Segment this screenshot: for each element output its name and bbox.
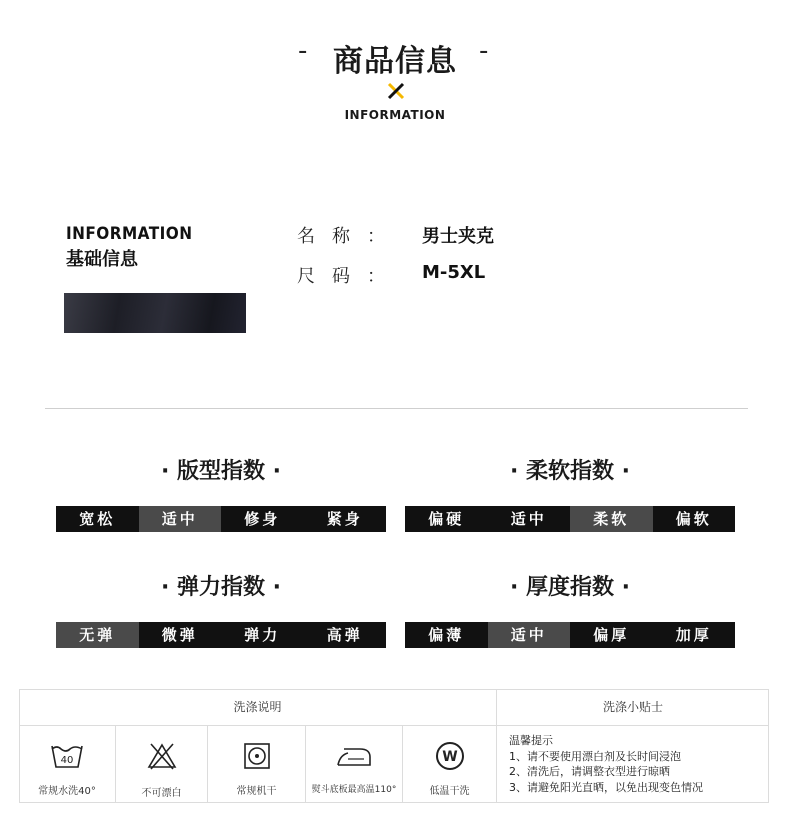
- scale-option: 微弹: [139, 622, 222, 648]
- care-item-dry-clean: [403, 726, 497, 803]
- wash-tips-list: [509, 733, 703, 795]
- scale-option: 偏软: [653, 506, 736, 532]
- scale-option: 宽松: [56, 506, 139, 532]
- care-item-no-bleach: [116, 726, 208, 803]
- scale-option: 适中: [488, 506, 571, 532]
- tumble-dry-icon: [243, 742, 271, 770]
- scale-option: 偏薄: [405, 622, 488, 648]
- scale-option: 加厚: [653, 622, 736, 648]
- scale-option: 柔软: [570, 506, 653, 532]
- care-label: 低温干洗: [429, 786, 470, 797]
- tip-line: 1、请不要使用漂白剂及长时间浸泡: [509, 749, 681, 763]
- elasticity-index-title: · 弹力指数 ·: [160, 575, 282, 600]
- info-title-en: INFORMATION: [66, 224, 193, 244]
- care-label: 不可漂白: [141, 788, 182, 799]
- dry-clean-icon: [435, 741, 465, 771]
- thickness-index-scale: [405, 622, 735, 648]
- iron-icon: [334, 743, 374, 769]
- fabric-swatch-image: [64, 293, 246, 333]
- scale-option: 修身: [221, 506, 304, 532]
- cross-icon: [385, 80, 407, 102]
- care-label: 熨斗底板最高温110°: [311, 785, 397, 795]
- fit-index-title: · 版型指数 ·: [160, 459, 282, 484]
- scale-option: 紧身: [304, 506, 387, 532]
- tip-line: 温馨提示: [509, 734, 553, 747]
- no-bleach-icon: [147, 742, 177, 770]
- title-dash-left: -: [298, 36, 308, 66]
- scale-option: 高弹: [304, 622, 387, 648]
- wash-instructions-header: 洗涤说明: [19, 689, 497, 726]
- care-item-dry: [208, 726, 306, 803]
- care-label: 常规机干: [236, 786, 277, 797]
- scale-option: 适中: [488, 622, 571, 648]
- elasticity-index-scale: [56, 622, 386, 648]
- spec-label-name: 名称：: [297, 226, 402, 247]
- thickness-index-title: · 厚度指数 ·: [509, 575, 631, 600]
- softness-index-title: · 柔软指数 ·: [509, 459, 631, 484]
- spec-value-name: 男士夹克: [422, 226, 494, 247]
- spec-value-size: M-5XL: [422, 262, 486, 283]
- softness-index-scale: [405, 506, 735, 532]
- svg-text:W: W: [441, 749, 458, 765]
- scale-option: 偏硬: [405, 506, 488, 532]
- care-item-wash: [19, 726, 116, 803]
- scale-option: 偏厚: [570, 622, 653, 648]
- scale-option: 弹力: [221, 622, 304, 648]
- care-label: 常规水洗40°: [38, 786, 96, 797]
- scale-option: 适中: [139, 506, 222, 532]
- wash-tips-header: 洗涤小贴士: [497, 689, 769, 726]
- tip-line: 2、清洗后，请调整衣型进行晾晒: [509, 765, 670, 778]
- fit-index-scale: [56, 506, 386, 532]
- svg-text:40: 40: [60, 755, 74, 766]
- wash-40-icon: [50, 743, 84, 769]
- info-title-cn: 基础信息: [66, 249, 138, 270]
- section-divider: [45, 408, 748, 409]
- spec-label-size: 尺码：: [297, 266, 402, 287]
- page-title: 商品信息: [333, 44, 457, 79]
- page-subtitle: INFORMATION: [344, 108, 446, 122]
- tip-line: 3、请避免阳光直晒，以免出现变色情况: [509, 780, 703, 794]
- scale-option: 无弹: [56, 622, 139, 648]
- title-dash-right: -: [479, 36, 489, 66]
- care-item-iron: [306, 726, 403, 803]
